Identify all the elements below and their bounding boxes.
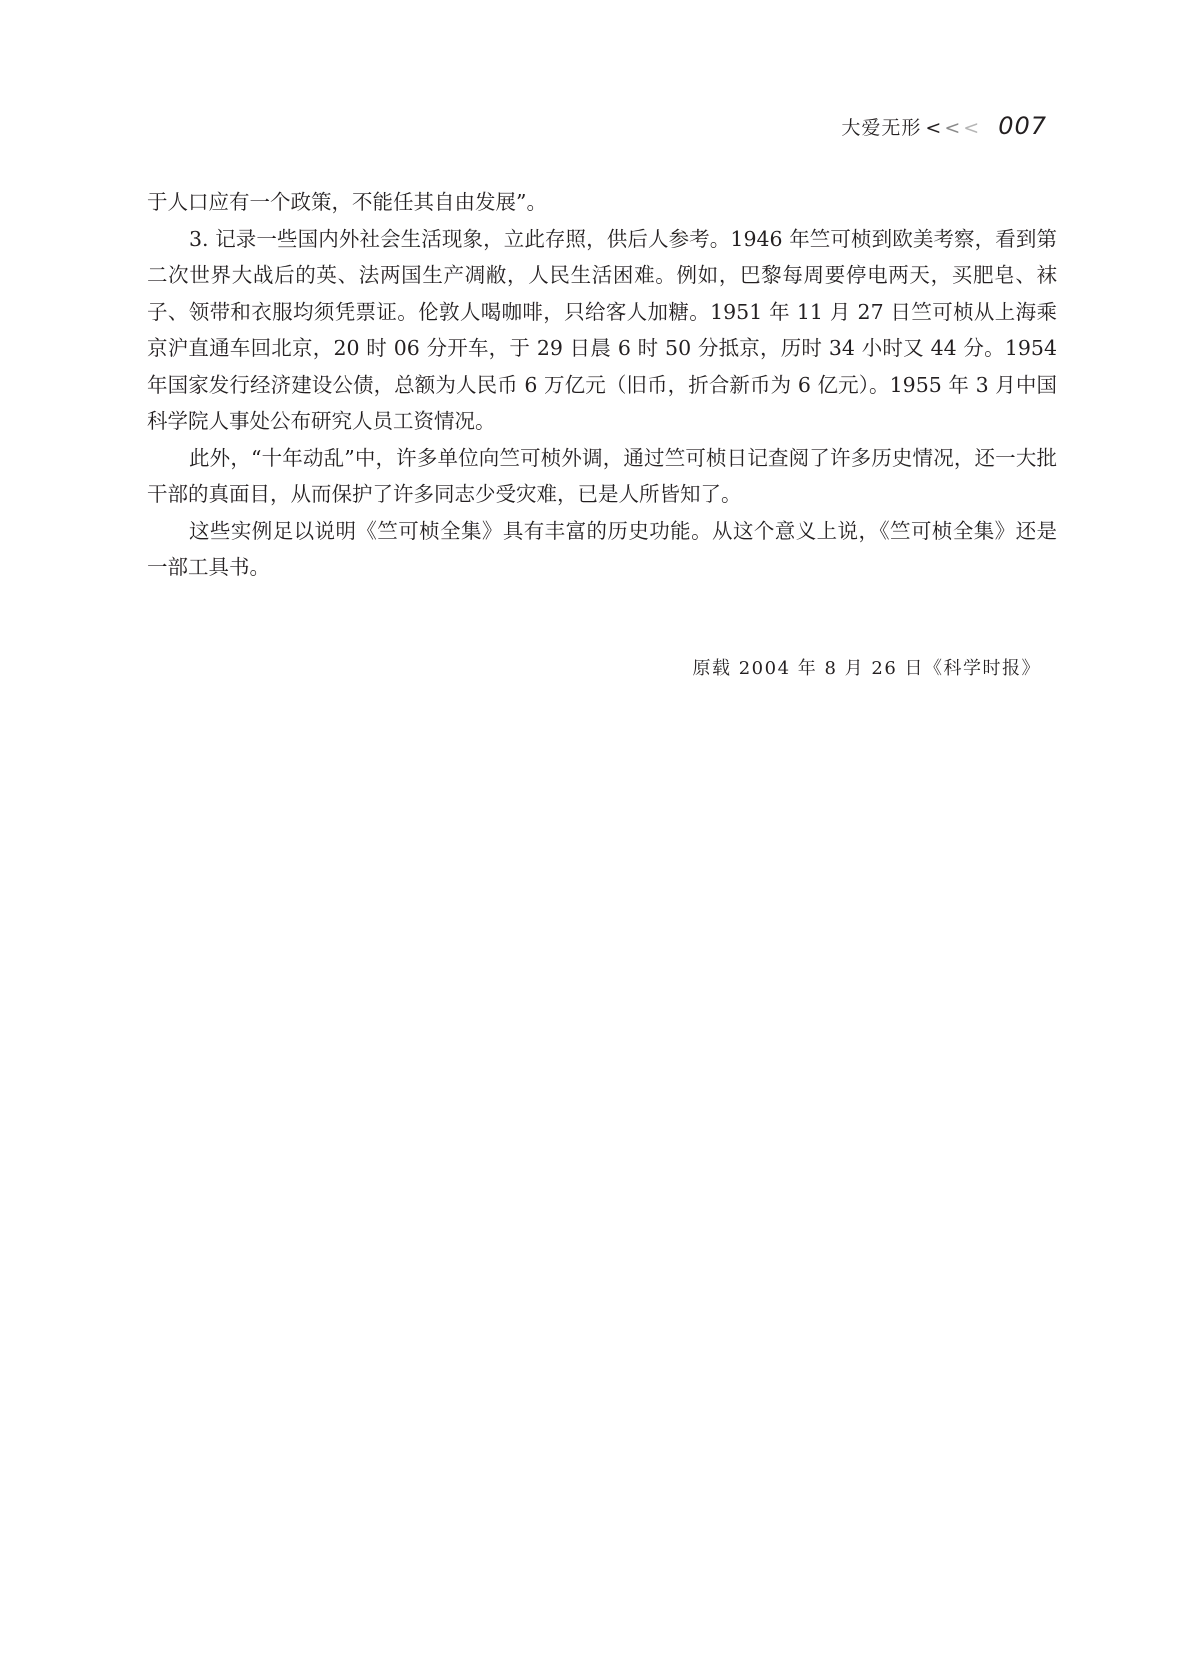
header-title: 大爱无形 xyxy=(841,117,922,139)
header-arrows-decoration xyxy=(925,117,982,139)
header-arrow-1: < xyxy=(925,117,945,139)
header-arrow-2: < xyxy=(944,117,964,139)
paragraph-social-life-records: 3. 记录一些国内外社会生活现象，立此存照，供后人参考。1946 年竺可桢到欧美考察，看到第二次世界大战后的英、法两国生产凋敝，人民生活困难。例如，巴黎每周要停电两天，买肥皂、袜子、领带和衣服均须凭票证。伦敦人喝咖啡，只给客人加糖。1951 年 11 月 27 日竺可桢从上海乘京沪直通车回北京，20 时 06 分开车，于 29 日晨 6 时 50 分抵京，历时 34 小时又 44 分。1954 年国家发行经济建设公债，总额为人民币 6 万亿元（旧币，折合新币为 6 亿元）。1955 年 3 月中国科学院人事处公布研究人员工资情况。 xyxy=(147,226,1057,433)
article-body xyxy=(147,184,1057,586)
paragraph-cultural-revolution: 此外，“十年动乱”中，许多单位向竺可桢外调，通过竺可桢日记查阅了许多历史情况，还一大批干部的真面目，从而保护了许多同志少受灾难，已是人所皆知了。 xyxy=(147,445,1057,506)
page-number: 007 xyxy=(998,112,1047,140)
running-header xyxy=(841,112,1047,140)
source-note: 原载 2004 年 8 月 26 日《科学时报》 xyxy=(692,658,1041,679)
paragraph-conclusion: 这些实例足以说明《竺可桢全集》具有丰富的历史功能。从这个意义上说，《竺可桢全集》还是一部工具书。 xyxy=(147,518,1057,579)
paragraph-continuation: 于人口应有一个政策，不能任其自由发展”。 xyxy=(147,190,547,214)
header-arrow-3: < xyxy=(963,117,983,139)
